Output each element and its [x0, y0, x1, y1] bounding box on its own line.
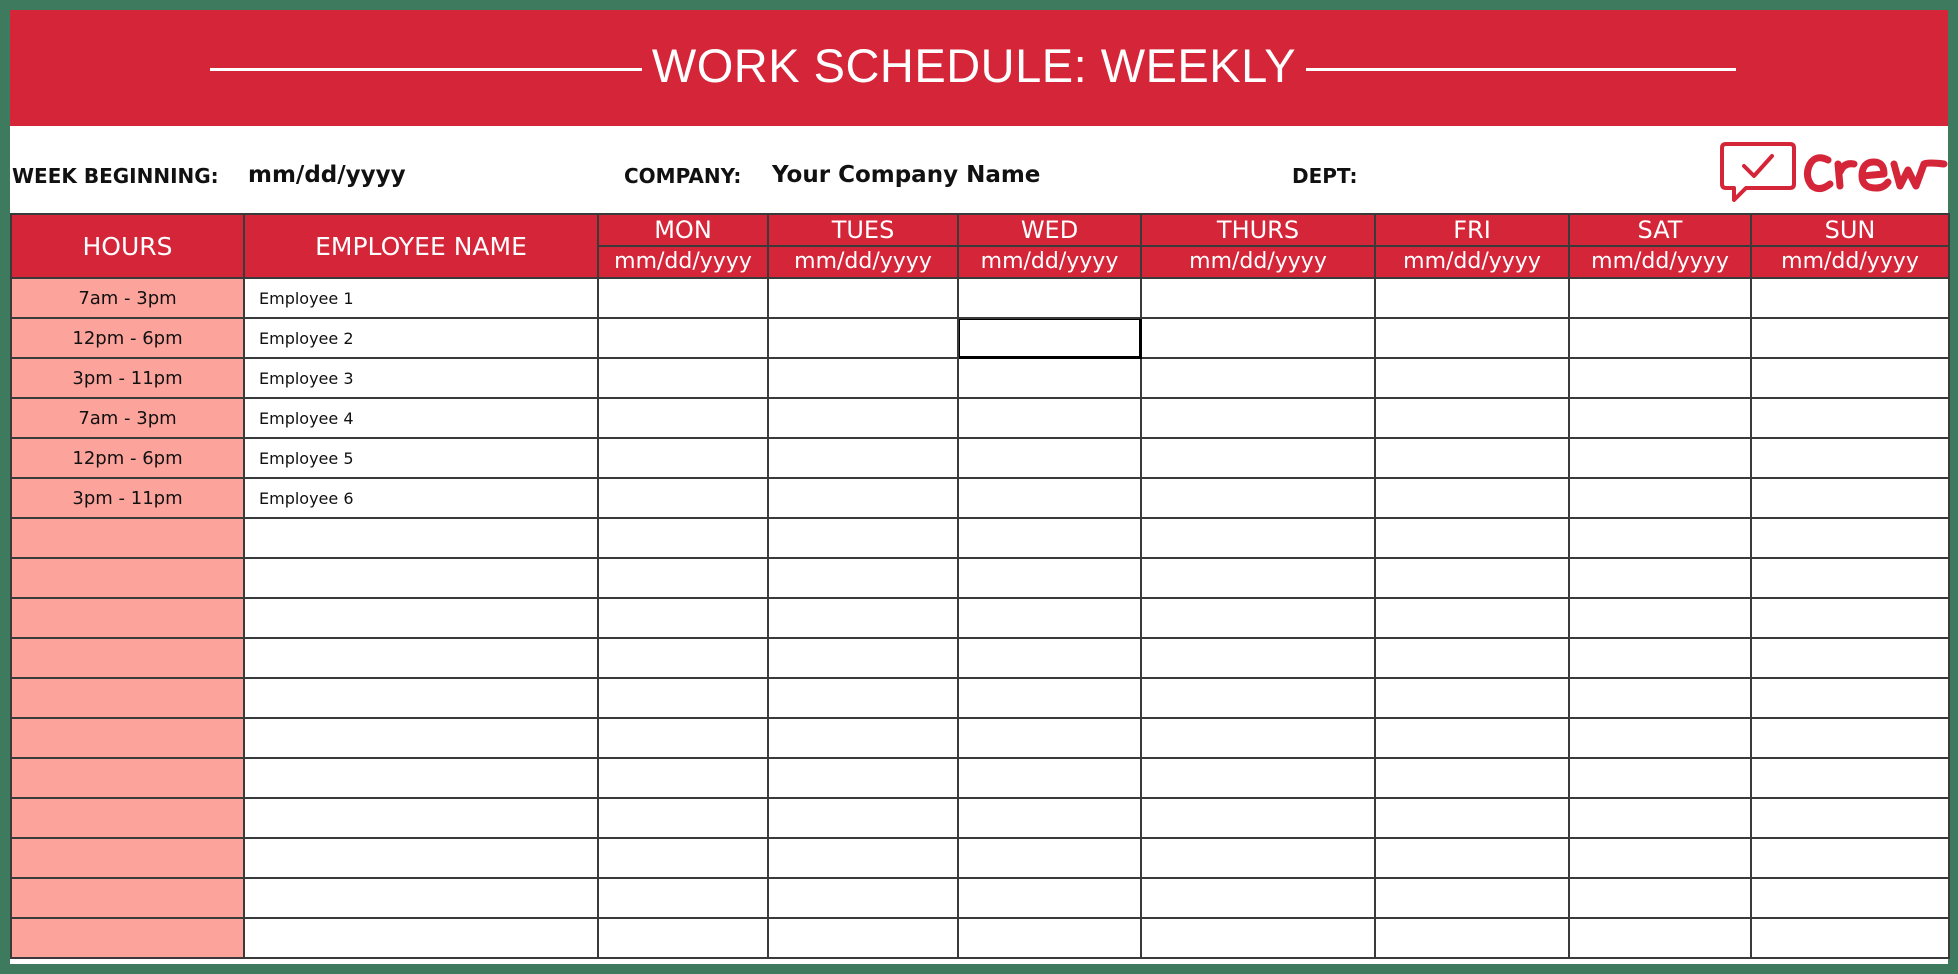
table-row	[11, 318, 1949, 358]
shift-cell-sun[interactable]	[1751, 638, 1949, 678]
date-header-mon[interactable]: mm/dd/yyyy	[598, 246, 768, 278]
shift-cell-tues[interactable]	[768, 638, 958, 678]
shift-cell-fri[interactable]	[1375, 678, 1569, 718]
shift-cell-mon[interactable]	[598, 798, 768, 838]
table-row	[11, 638, 1949, 678]
shift-cell-sat[interactable]	[1569, 798, 1751, 838]
shift-cell-sat[interactable]	[1569, 478, 1751, 518]
shift-cell-tues[interactable]	[768, 518, 958, 558]
employee-name-cell[interactable]: Employee 4	[244, 398, 598, 438]
shift-cell-fri[interactable]	[1375, 398, 1569, 438]
employee-name-cell[interactable]	[244, 758, 598, 798]
hours-cell[interactable]	[11, 758, 244, 798]
day-header-thurs: THURS	[1141, 214, 1375, 246]
dept-label: DEPT:	[1292, 164, 1358, 188]
shift-cell-mon[interactable]	[598, 318, 768, 358]
shift-cell-thurs[interactable]	[1141, 478, 1375, 518]
shift-cell-thurs[interactable]	[1141, 358, 1375, 398]
shift-cell-sun[interactable]	[1751, 918, 1949, 958]
shift-cell-tues[interactable]	[768, 878, 958, 918]
hours-cell[interactable]: 12pm - 6pm	[11, 438, 244, 478]
date-header-sun[interactable]: mm/dd/yyyy	[1751, 246, 1949, 278]
shift-cell-thurs[interactable]	[1141, 678, 1375, 718]
schedule-body	[11, 278, 1949, 958]
day-header-sun: SUN	[1751, 214, 1949, 246]
table-row	[11, 918, 1949, 958]
table-row	[11, 558, 1949, 598]
shift-cell-fri[interactable]	[1375, 878, 1569, 918]
week-beginning-value[interactable]: mm/dd/yyyy	[248, 162, 406, 188]
shift-cell-wed[interactable]	[958, 918, 1141, 958]
table-row	[11, 798, 1949, 838]
employee-name-cell[interactable]: Employee 1	[244, 278, 598, 318]
shift-cell-sun[interactable]	[1751, 318, 1949, 358]
shift-cell-wed[interactable]	[958, 638, 1141, 678]
shift-cell-sun[interactable]	[1751, 438, 1949, 478]
shift-cell-thurs[interactable]	[1141, 638, 1375, 678]
shift-cell-tues[interactable]	[768, 798, 958, 838]
shift-cell-mon[interactable]	[598, 558, 768, 598]
schedule-table	[10, 213, 1950, 959]
shift-cell-sat[interactable]	[1569, 438, 1751, 478]
shift-cell-sun[interactable]	[1751, 758, 1949, 798]
shift-cell-wed[interactable]	[958, 758, 1141, 798]
shift-cell-sat[interactable]	[1569, 638, 1751, 678]
day-header-fri: FRI	[1375, 214, 1569, 246]
employee-name-cell[interactable]	[244, 518, 598, 558]
shift-cell-wed[interactable]	[958, 318, 1141, 358]
shift-cell-thurs[interactable]	[1141, 918, 1375, 958]
hours-cell[interactable]: 3pm - 11pm	[11, 358, 244, 398]
date-header-wed[interactable]: mm/dd/yyyy	[958, 246, 1141, 278]
date-header-tues[interactable]: mm/dd/yyyy	[768, 246, 958, 278]
schedule-sheet	[10, 10, 1948, 964]
shift-cell-fri[interactable]	[1375, 718, 1569, 758]
shift-cell-sat[interactable]	[1569, 878, 1751, 918]
hours-header: HOURS	[11, 214, 244, 278]
shift-cell-mon[interactable]	[598, 398, 768, 438]
shift-cell-tues[interactable]	[768, 358, 958, 398]
shift-cell-wed[interactable]	[958, 678, 1141, 718]
employee-name-header: EMPLOYEE NAME	[244, 214, 598, 278]
shift-cell-wed[interactable]	[958, 398, 1141, 438]
shift-cell-thurs[interactable]	[1141, 438, 1375, 478]
table-row	[11, 678, 1949, 718]
shift-cell-fri[interactable]	[1375, 478, 1569, 518]
shift-cell-tues[interactable]	[768, 918, 958, 958]
shift-cell-tues[interactable]	[768, 438, 958, 478]
shift-cell-tues[interactable]	[768, 718, 958, 758]
shift-cell-sat[interactable]	[1569, 918, 1751, 958]
shift-cell-tues[interactable]	[768, 598, 958, 638]
shift-cell-sat[interactable]	[1569, 318, 1751, 358]
shift-cell-sat[interactable]	[1569, 758, 1751, 798]
chat-checkmark-icon	[1716, 140, 1948, 210]
shift-cell-sat[interactable]	[1569, 358, 1751, 398]
day-header-wed: WED	[958, 214, 1141, 246]
employee-name-cell[interactable]	[244, 918, 598, 958]
table-row	[11, 478, 1949, 518]
shift-cell-mon[interactable]	[598, 358, 768, 398]
employee-name-cell[interactable]	[244, 798, 598, 838]
hours-cell[interactable]	[11, 558, 244, 598]
shift-cell-sun[interactable]	[1751, 558, 1949, 598]
hours-cell[interactable]	[11, 718, 244, 758]
employee-name-cell[interactable]	[244, 718, 598, 758]
shift-cell-sun[interactable]	[1751, 678, 1949, 718]
day-header-tues: TUES	[768, 214, 958, 246]
employee-name-cell[interactable]: Employee 2	[244, 318, 598, 358]
employee-name-cell[interactable]: Employee 6	[244, 478, 598, 518]
shift-cell-fri[interactable]	[1375, 598, 1569, 638]
shift-cell-tues[interactable]	[768, 398, 958, 438]
shift-cell-tues[interactable]	[768, 278, 958, 318]
shift-cell-sun[interactable]	[1751, 878, 1949, 918]
shift-cell-thurs[interactable]	[1141, 878, 1375, 918]
day-header-mon: MON	[598, 214, 768, 246]
page-title: WORK SCHEDULE: WEEKLY	[651, 39, 1297, 92]
shift-cell-wed[interactable]	[958, 558, 1141, 598]
shift-cell-wed[interactable]	[958, 598, 1141, 638]
shift-cell-tues[interactable]	[768, 478, 958, 518]
shift-cell-wed[interactable]	[958, 718, 1141, 758]
shift-cell-thurs[interactable]	[1141, 518, 1375, 558]
hours-cell[interactable]	[11, 678, 244, 718]
table-row	[11, 718, 1949, 758]
shift-cell-tues[interactable]	[768, 758, 958, 798]
shift-cell-mon[interactable]	[598, 278, 768, 318]
hours-cell[interactable]	[11, 918, 244, 958]
table-row	[11, 758, 1949, 798]
shift-cell-mon[interactable]	[598, 678, 768, 718]
shift-cell-sun[interactable]	[1751, 398, 1949, 438]
date-header-sat[interactable]: mm/dd/yyyy	[1569, 246, 1751, 278]
hours-cell[interactable]: 7am - 3pm	[11, 398, 244, 438]
day-header-sat: SAT	[1569, 214, 1751, 246]
company-label: COMPANY:	[624, 164, 742, 188]
title-rule-left	[210, 68, 642, 71]
shift-cell-thurs[interactable]	[1141, 838, 1375, 878]
shift-cell-mon[interactable]	[598, 598, 768, 638]
shift-cell-thurs[interactable]	[1141, 598, 1375, 638]
shift-cell-sun[interactable]	[1751, 358, 1949, 398]
shift-cell-wed[interactable]	[958, 478, 1141, 518]
shift-cell-sat[interactable]	[1569, 598, 1751, 638]
shift-cell-thurs[interactable]	[1141, 758, 1375, 798]
shift-cell-sat[interactable]	[1569, 398, 1751, 438]
title-banner	[10, 10, 1948, 126]
shift-cell-fri[interactable]	[1375, 918, 1569, 958]
table-row	[11, 598, 1949, 638]
table-row	[11, 518, 1949, 558]
shift-cell-fri[interactable]	[1375, 518, 1569, 558]
shift-cell-sat[interactable]	[1569, 518, 1751, 558]
hours-cell[interactable]: 7am - 3pm	[11, 278, 244, 318]
shift-cell-sat[interactable]	[1569, 678, 1751, 718]
shift-cell-mon[interactable]	[598, 918, 768, 958]
shift-cell-wed[interactable]	[958, 518, 1141, 558]
shift-cell-tues[interactable]	[768, 838, 958, 878]
shift-cell-mon[interactable]	[598, 718, 768, 758]
shift-cell-mon[interactable]	[598, 638, 768, 678]
shift-cell-mon[interactable]	[598, 878, 768, 918]
shift-cell-sat[interactable]	[1569, 278, 1751, 318]
crew-logo	[1716, 140, 1948, 210]
employee-name-cell[interactable]	[244, 598, 598, 638]
shift-cell-fri[interactable]	[1375, 438, 1569, 478]
shift-cell-mon[interactable]	[598, 758, 768, 798]
shift-cell-sat[interactable]	[1569, 558, 1751, 598]
shift-cell-fri[interactable]	[1375, 358, 1569, 398]
shift-cell-wed[interactable]	[958, 838, 1141, 878]
table-row	[11, 278, 1949, 318]
table-row	[11, 878, 1949, 918]
hours-cell[interactable]: 12pm - 6pm	[11, 318, 244, 358]
employee-name-cell[interactable]	[244, 558, 598, 598]
shift-cell-sun[interactable]	[1751, 518, 1949, 558]
date-header-thurs[interactable]: mm/dd/yyyy	[1141, 246, 1375, 278]
shift-cell-thurs[interactable]	[1141, 398, 1375, 438]
hours-cell[interactable]	[11, 838, 244, 878]
employee-name-cell[interactable]	[244, 838, 598, 878]
shift-cell-wed[interactable]	[958, 358, 1141, 398]
week-beginning-label: WEEK BEGINNING:	[12, 164, 219, 188]
shift-cell-mon[interactable]	[598, 518, 768, 558]
table-row	[11, 398, 1949, 438]
employee-name-cell[interactable]	[244, 878, 598, 918]
shift-cell-fri[interactable]	[1375, 558, 1569, 598]
shift-cell-sun[interactable]	[1751, 598, 1949, 638]
table-row	[11, 358, 1949, 398]
shift-cell-thurs[interactable]	[1141, 718, 1375, 758]
shift-cell-sun[interactable]	[1751, 798, 1949, 838]
shift-cell-mon[interactable]	[598, 838, 768, 878]
shift-cell-thurs[interactable]	[1141, 318, 1375, 358]
shift-cell-sun[interactable]	[1751, 838, 1949, 878]
shift-cell-tues[interactable]	[768, 558, 958, 598]
hours-cell[interactable]	[11, 798, 244, 838]
info-bar	[10, 126, 1948, 222]
employee-name-cell[interactable]	[244, 678, 598, 718]
shift-cell-sat[interactable]	[1569, 838, 1751, 878]
shift-cell-thurs[interactable]	[1141, 278, 1375, 318]
shift-cell-wed[interactable]	[958, 278, 1141, 318]
title-rule-right	[1306, 68, 1736, 71]
shift-cell-fri[interactable]	[1375, 318, 1569, 358]
hours-cell[interactable]	[11, 598, 244, 638]
date-header-fri[interactable]: mm/dd/yyyy	[1375, 246, 1569, 278]
shift-cell-thurs[interactable]	[1141, 798, 1375, 838]
shift-cell-fri[interactable]	[1375, 638, 1569, 678]
shift-cell-tues[interactable]	[768, 318, 958, 358]
company-value[interactable]: Your Company Name	[772, 162, 1041, 188]
employee-name-cell[interactable]: Employee 3	[244, 358, 598, 398]
shift-cell-fri[interactable]	[1375, 278, 1569, 318]
shift-cell-thurs[interactable]	[1141, 558, 1375, 598]
shift-cell-wed[interactable]	[958, 438, 1141, 478]
shift-cell-mon[interactable]	[598, 438, 768, 478]
shift-cell-fri[interactable]	[1375, 798, 1569, 838]
shift-cell-sat[interactable]	[1569, 718, 1751, 758]
table-row	[11, 838, 1949, 878]
hours-cell[interactable]	[11, 518, 244, 558]
shift-cell-fri[interactable]	[1375, 758, 1569, 798]
shift-cell-fri[interactable]	[1375, 838, 1569, 878]
shift-cell-wed[interactable]	[958, 798, 1141, 838]
shift-cell-sun[interactable]	[1751, 718, 1949, 758]
table-row	[11, 438, 1949, 478]
employee-name-cell[interactable]	[244, 638, 598, 678]
employee-name-cell[interactable]: Employee 5	[244, 438, 598, 478]
shift-cell-sun[interactable]	[1751, 278, 1949, 318]
shift-cell-mon[interactable]	[598, 478, 768, 518]
hours-cell[interactable]	[11, 878, 244, 918]
shift-cell-wed[interactable]	[958, 878, 1141, 918]
hours-cell[interactable]: 3pm - 11pm	[11, 478, 244, 518]
shift-cell-sun[interactable]	[1751, 478, 1949, 518]
hours-cell[interactable]	[11, 638, 244, 678]
shift-cell-tues[interactable]	[768, 678, 958, 718]
